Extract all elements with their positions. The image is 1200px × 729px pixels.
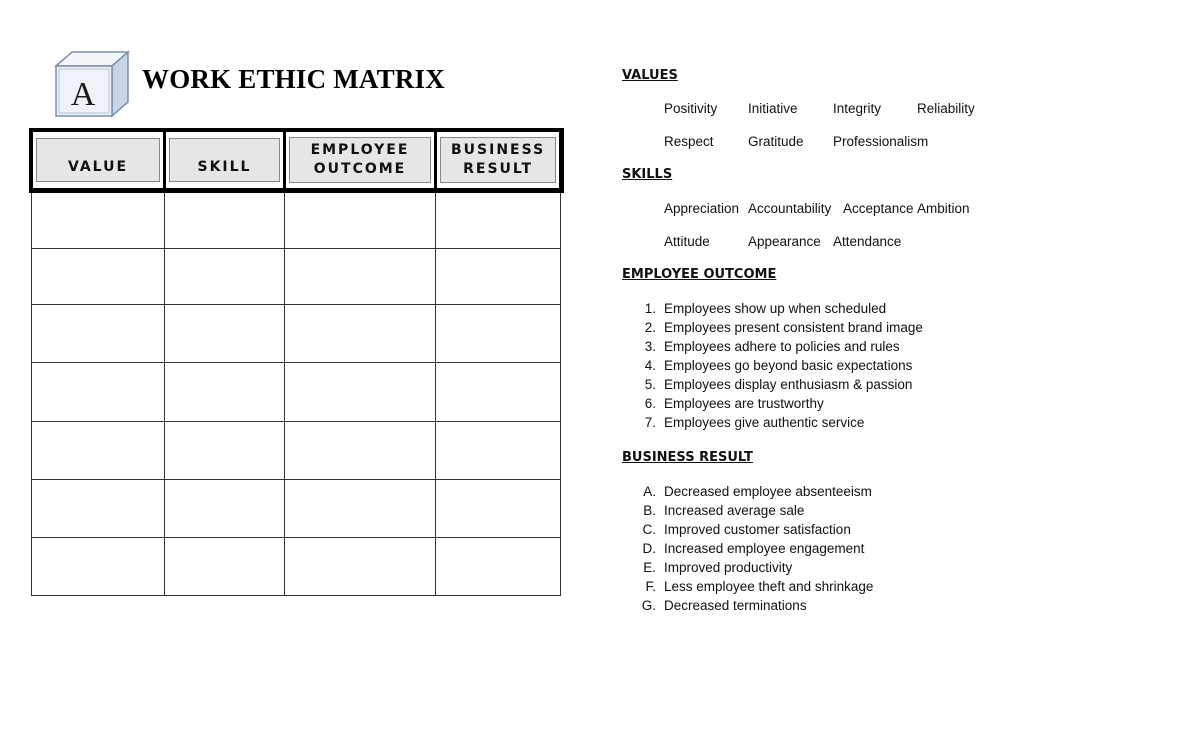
list-marker: 2.	[644, 320, 656, 335]
table-cell[interactable]	[436, 190, 561, 249]
table-row	[32, 422, 561, 480]
skill-term: Accountability	[748, 201, 832, 216]
column-header-employee-outcome	[285, 131, 436, 190]
column-header-label: BUSINESS RESULT	[440, 137, 556, 183]
table-row	[32, 538, 561, 596]
page-title: WORK ETHIC MATRIX	[142, 64, 445, 94]
table-cell[interactable]	[165, 305, 285, 363]
list-item-text: Employees go beyond basic expectations	[664, 358, 913, 373]
table-cell[interactable]	[285, 190, 436, 249]
list-marker: A.	[643, 484, 656, 499]
skill-term: Appearance	[748, 234, 821, 249]
value-term: Positivity	[664, 101, 718, 116]
table-cell[interactable]	[32, 363, 165, 422]
list-item-text: Improved productivity	[664, 560, 793, 575]
skills-heading: SKILLS	[622, 167, 673, 182]
table-cell[interactable]	[285, 363, 436, 422]
table-cell[interactable]	[436, 422, 561, 480]
list-item-text: Employees present consistent brand image	[664, 320, 923, 335]
value-term: Initiative	[748, 101, 798, 116]
table-cell[interactable]	[32, 305, 165, 363]
table-cell[interactable]	[32, 480, 165, 538]
list-item-text: Decreased terminations	[664, 598, 807, 613]
column-header-value	[32, 131, 165, 190]
value-term: Reliability	[917, 101, 975, 116]
list-marker: 5.	[644, 377, 656, 392]
business-result-heading: BUSINESS RESULT	[622, 450, 753, 465]
list-marker: G.	[641, 598, 656, 613]
column-header-label: VALUE	[36, 138, 160, 182]
table-cell[interactable]	[165, 538, 285, 596]
skill-term: Attendance	[833, 234, 902, 249]
values-heading: VALUES	[622, 68, 678, 83]
list-item-text: Improved customer satisfaction	[664, 522, 851, 537]
column-header-label: SKILL	[169, 138, 280, 182]
list-item-text: Increased average sale	[664, 503, 805, 518]
list-marker: 6.	[644, 396, 656, 411]
table-row	[32, 480, 561, 538]
table-cell[interactable]	[32, 190, 165, 249]
table-cell[interactable]	[165, 480, 285, 538]
skill-term: Acceptance	[843, 201, 914, 216]
list-item-text: Employees show up when scheduled	[664, 301, 887, 316]
logo-letter: A	[70, 76, 96, 113]
list-marker: 1.	[644, 301, 656, 316]
list-marker: E.	[643, 560, 656, 575]
list-marker: D.	[642, 541, 656, 556]
table-cell[interactable]	[436, 249, 561, 305]
table-cell[interactable]	[165, 363, 285, 422]
table-row	[32, 190, 561, 249]
table-row	[32, 363, 561, 422]
letter-block-icon	[50, 48, 132, 120]
table-row	[32, 305, 561, 363]
list-marker: 3.	[644, 339, 656, 354]
table-cell[interactable]	[436, 480, 561, 538]
skill-term: Appreciation	[664, 201, 740, 216]
list-item-text: Employees are trustworthy	[664, 396, 824, 411]
letter-block-logo	[50, 48, 132, 120]
value-term: Gratitude	[748, 134, 804, 149]
skill-term: Ambition	[917, 201, 970, 216]
table-cell[interactable]	[165, 190, 285, 249]
table-cell[interactable]	[285, 422, 436, 480]
value-term: Respect	[664, 134, 714, 149]
table-cell[interactable]	[436, 305, 561, 363]
column-header-skill	[165, 131, 285, 190]
list-marker: 4.	[644, 358, 656, 373]
table-cell[interactable]	[436, 363, 561, 422]
list-marker: 7.	[644, 415, 656, 430]
list-marker: F.	[645, 579, 656, 594]
table-cell[interactable]	[285, 538, 436, 596]
table-header-row	[32, 131, 561, 190]
list-marker: B.	[643, 503, 656, 518]
list-marker: C.	[642, 522, 656, 537]
value-term: Professionalism	[833, 134, 929, 149]
table-cell[interactable]	[285, 305, 436, 363]
list-item-text: Increased employee engagement	[664, 541, 865, 556]
value-term: Integrity	[833, 101, 882, 116]
table-cell[interactable]	[285, 249, 436, 305]
table-cell[interactable]	[285, 480, 436, 538]
list-item-text: Decreased employee absenteeism	[664, 484, 872, 499]
table-cell[interactable]	[165, 249, 285, 305]
table-cell[interactable]	[32, 249, 165, 305]
column-header-business-result	[436, 131, 561, 190]
work-ethic-matrix-table	[30, 129, 562, 596]
table-cell[interactable]	[32, 538, 165, 596]
list-item-text: Employees give authentic service	[664, 415, 865, 430]
employee-outcome-heading: EMPLOYEE OUTCOME	[622, 267, 777, 282]
list-item-text: Employees adhere to policies and rules	[664, 339, 900, 354]
table-cell[interactable]	[165, 422, 285, 480]
list-item-text: Less employee theft and shrinkage	[664, 579, 874, 594]
table-cell[interactable]	[32, 422, 165, 480]
column-header-label: EMPLOYEE OUTCOME	[289, 137, 431, 183]
skill-term: Attitude	[664, 234, 710, 249]
table-cell[interactable]	[436, 538, 561, 596]
table-row	[32, 249, 561, 305]
list-item-text: Employees display enthusiasm & passion	[664, 377, 913, 392]
